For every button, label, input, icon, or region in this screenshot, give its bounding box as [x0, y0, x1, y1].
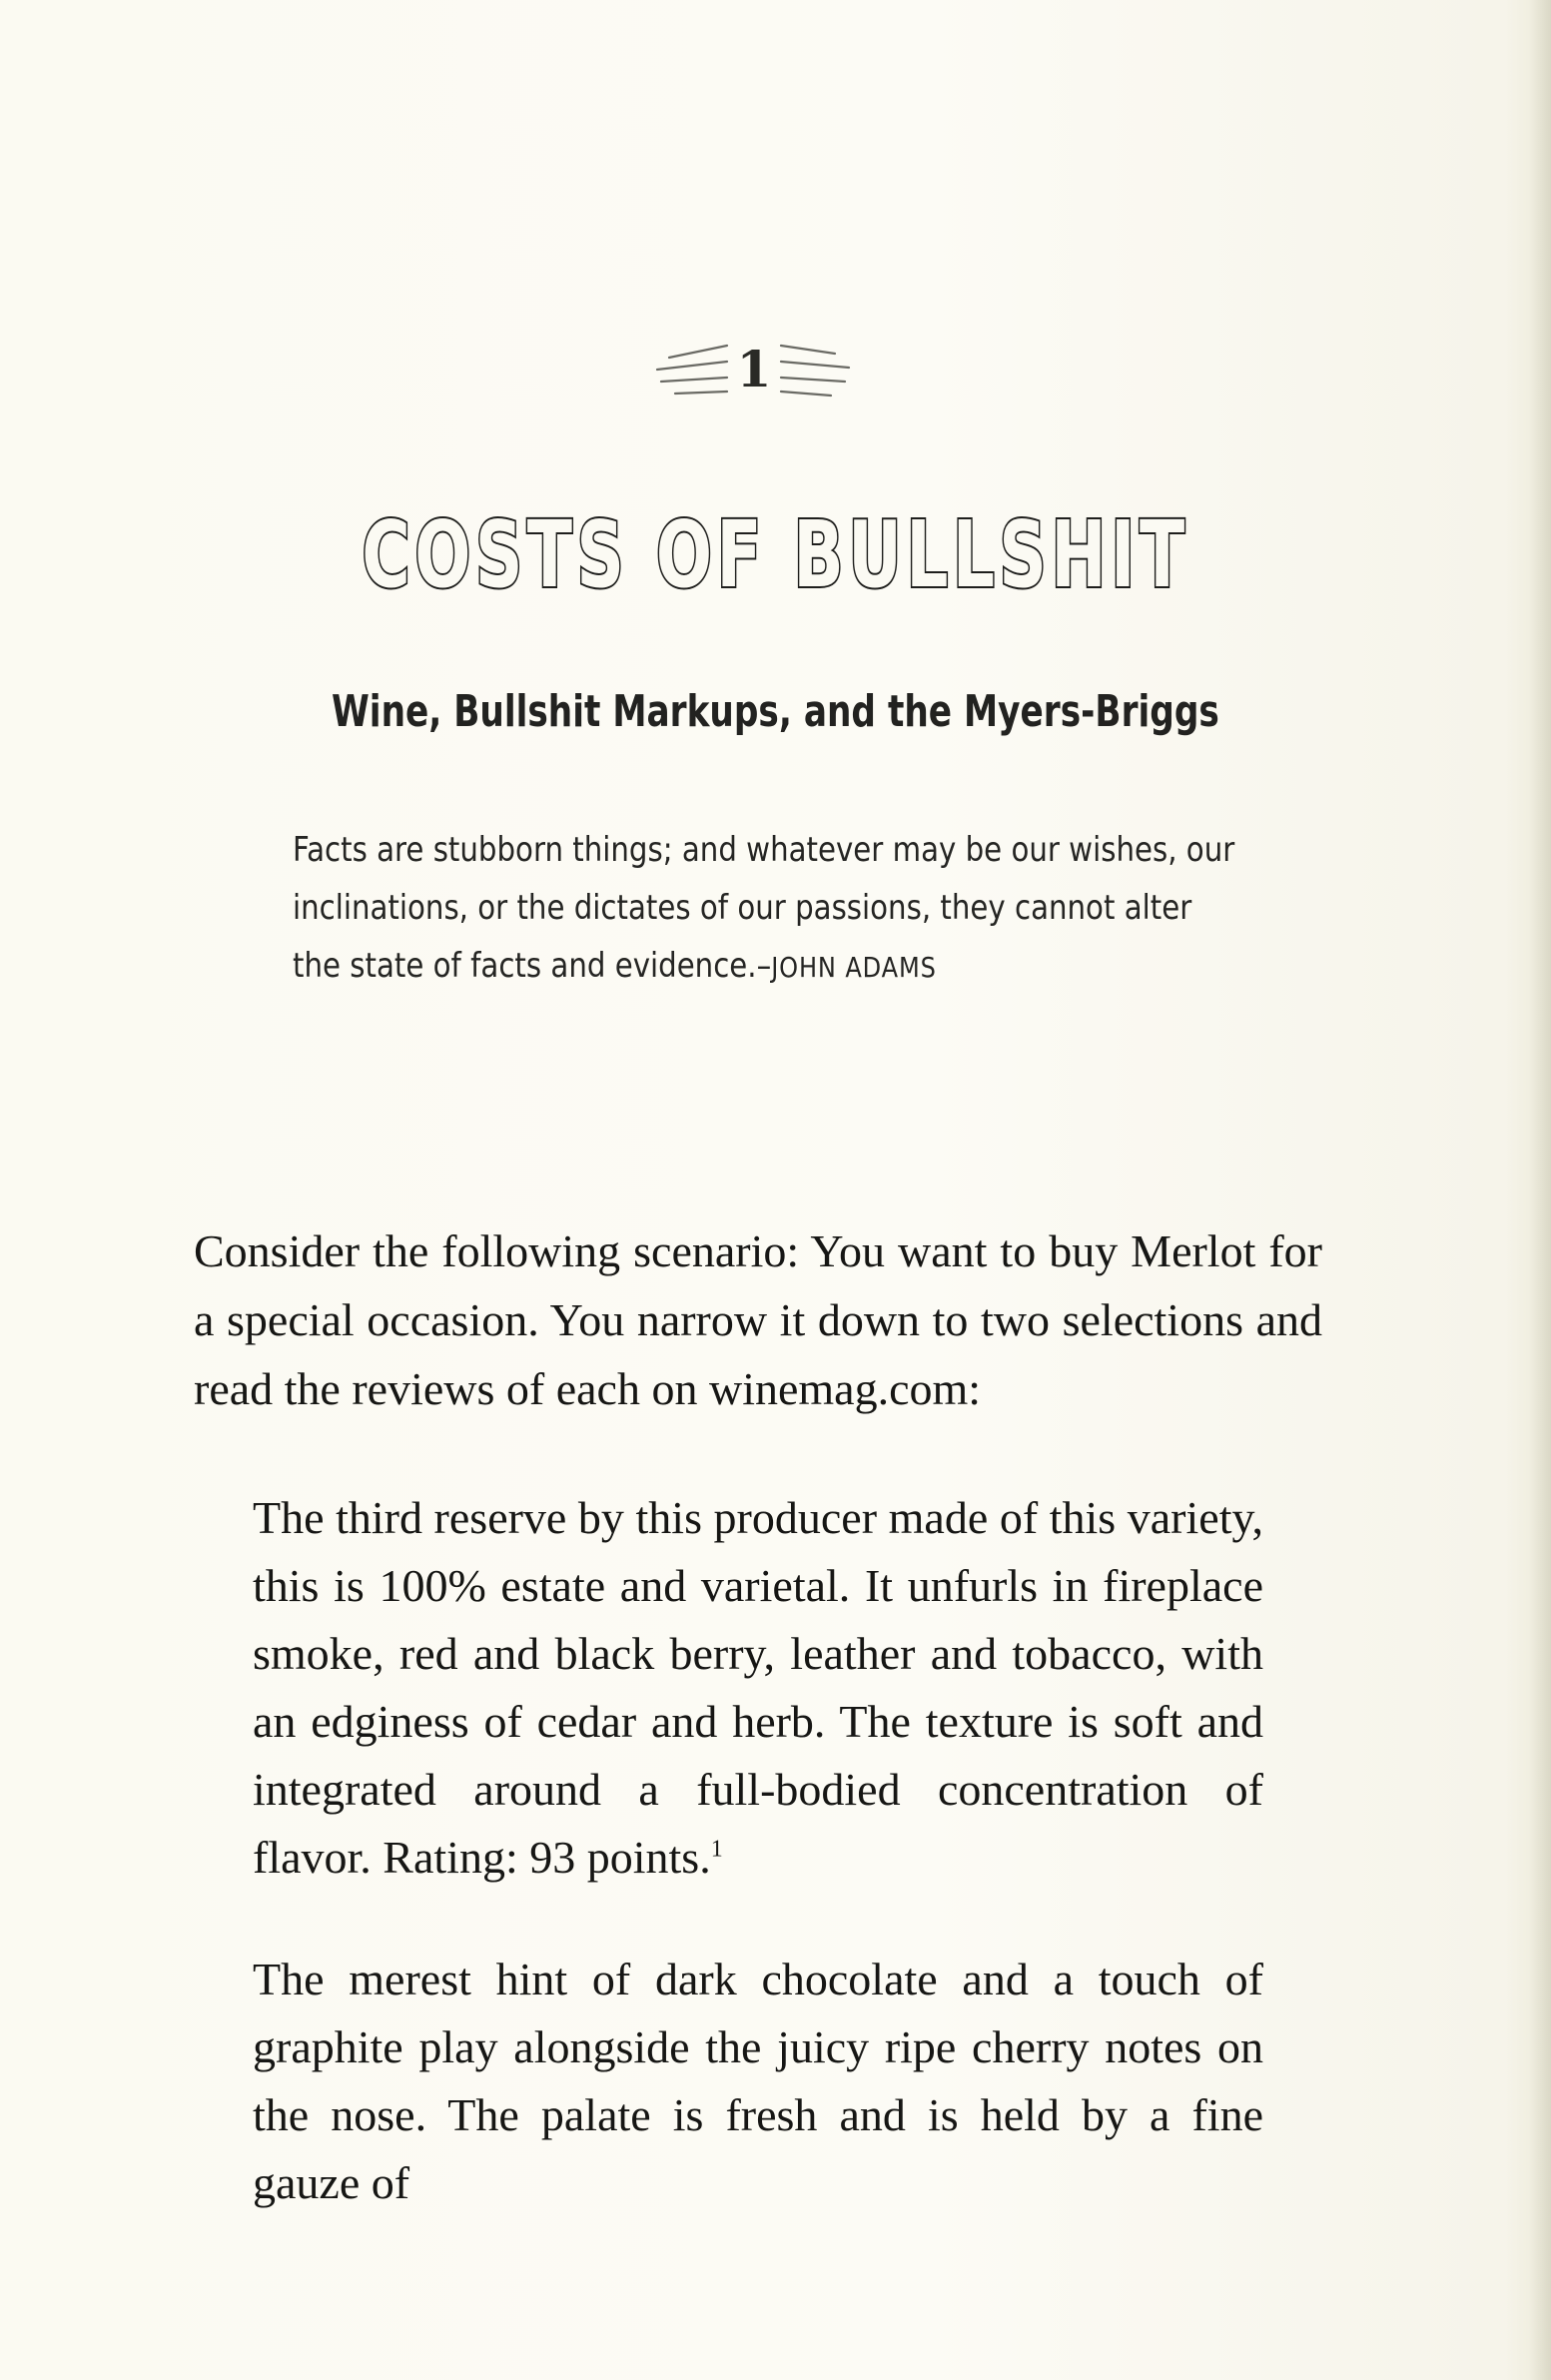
review-quote-2 — [253, 1946, 1263, 2217]
chapter-title: COSTS OF BULLSHIT — [362, 501, 1189, 608]
footnote-marker[interactable]: 1 — [710, 1836, 723, 1863]
epigraph-text: Facts are stubborn things; and whatever may be our wishes, our inclinations, or the dictates of our passions, they cannot alter the state of facts and evidence.– — [293, 830, 1235, 986]
review-quote-2-text: The merest hint of dark chocolate and a touch of graphite play alongside the juicy ripe cherry notes on the nose. The palate is fresh and is held by a fine gauze of — [253, 1954, 1263, 2208]
chapter-ornament — [639, 330, 869, 409]
review-quote-1-text: The third reserve by this producer made of this variety, this is 100% estate and varietal. It unfurls in fireplace smoke, red and black berry, leather and tobacco, with an edginess of cedar and herb. The texture is soft and integrated around a full-bodied concentration of flavor. Rating: 93 points. — [253, 1492, 1263, 1883]
review-quote-1 — [253, 1484, 1263, 1892]
body-paragraph: Consider the following scenario: You want to buy Merlot for a special occasion. You narrow it down to two selections and read the reviews of each on winemag.com: — [194, 1225, 1322, 1414]
epigraph — [293, 821, 1241, 997]
page-edge-shadow — [1529, 0, 1551, 2380]
chapter-subtitle: Wine, Bullshit Markups, and the Myers-Briggs — [331, 686, 1219, 737]
epigraph-author: JOHN ADAMS — [771, 951, 937, 984]
chapter-number: 1 — [736, 340, 772, 398]
